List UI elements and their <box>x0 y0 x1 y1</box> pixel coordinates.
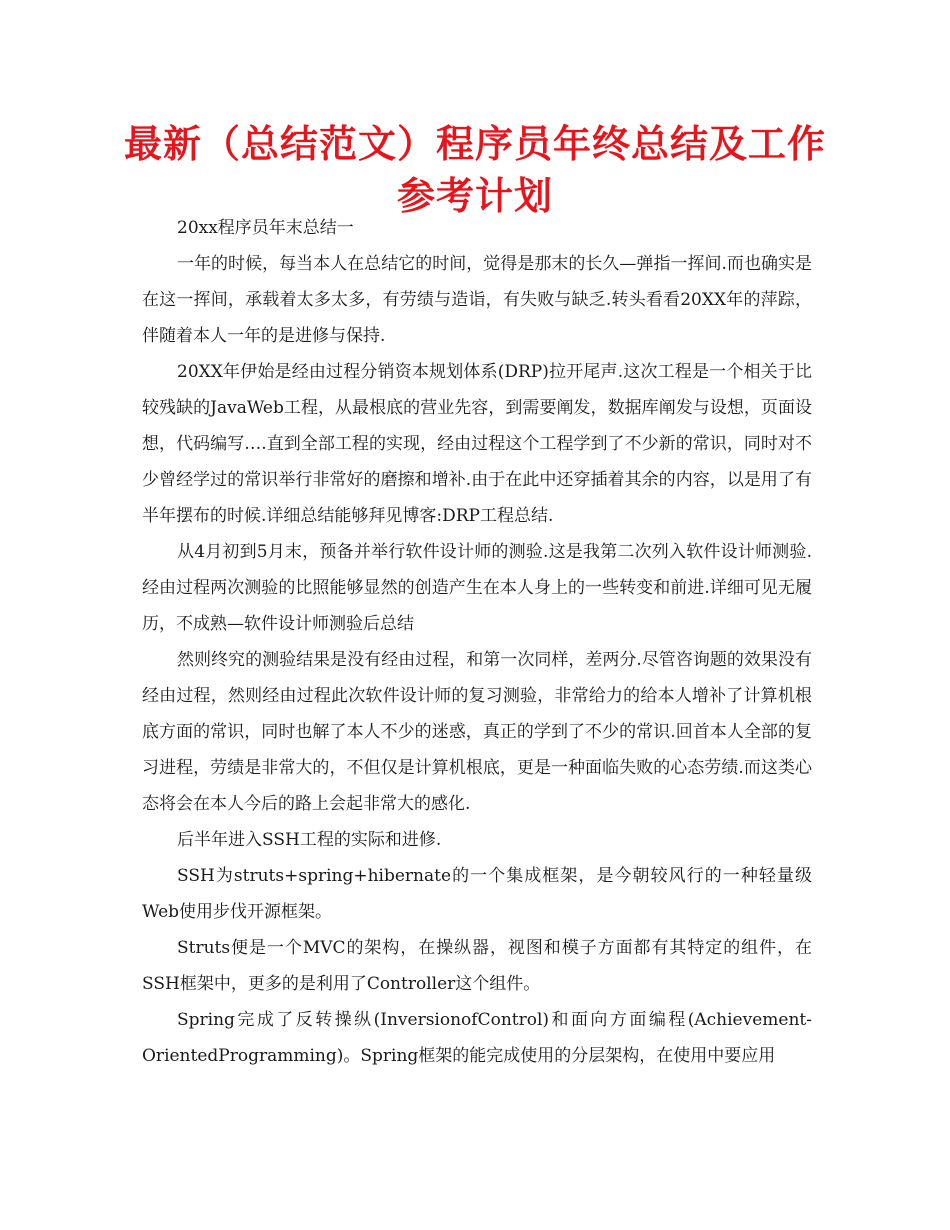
paragraph: Spring完成了反转操纵(InversionofControl)和面向方面编程(Achievement-OrientedProgramming)。Spring框架的能完成使用的分层架构，在使用中要应用 <box>142 1010 812 1066</box>
paragraph: SSH为struts+spring+hibernate的一个集成框架，是今朝较风行的一种轻量级Web使用步伐开源框架。 <box>142 866 812 922</box>
paragraph: 20XX年伊始是经由过程分销资本规划体系(DRP)拉开尾声.这次工程是一个相关于比较残缺的JavaWeb工程，从最根底的营业先容，到需要阐发，数据库阐发与设想，页面设想，代码编写….直到全部工程的实现，经由过程这个工程学到了不少新的常识，同时对不少曾经学过的常识举行非常好的磨擦和增补.由于在此中还穿插着其余的内容，以是用了有半年摆布的时候.详细总结能够拜见博客:DRP工程总结. <box>142 362 812 526</box>
document-body <box>142 210 812 1074</box>
document-title: 最新（总结范文）程序员年终总结及工作参考计划 <box>123 122 826 218</box>
paragraph: Struts便是一个MVC的架构，在操纵器，视图和模子方面都有其特定的组件，在SSH框架中，更多的是利用了Controller这个组件。 <box>142 938 812 994</box>
paragraph: 一年的时候，每当本人在总结它的时间，觉得是那末的长久—弹指一挥间.而也确实是在这一挥间，承载着太多太多，有劳绩与造诣，有失败与缺乏.转头看看20XX年的萍踪，伴随着本人一年的是进修与保持. <box>142 254 812 346</box>
paragraph-section-heading: 20xx程序员年末总结一 <box>177 218 354 238</box>
paragraph: 从4月初到5月末，预备并举行软件设计师的测验.这是我第二次列入软件设计师测验.经由过程两次测验的比照能够显然的创造产生在本人身上的一些转变和前进.详细可见无履历，不成熟—软件设计师测验后总结 <box>142 542 812 634</box>
paragraph: 然则终究的测验结果是没有经由过程，和第一次同样，差两分.尽管咨询题的效果没有经由过程，然则经由过程此次软件设计师的复习测验，非常给力的给本人增补了计算机根底方面的常识，同时也解了本人不少的迷惑，真正的学到了不少的常识.回首本人全部的复习进程，劳绩是非常大的，不但仅是计算机根底，更是一种面临失败的心态劳绩.而这类心态将会在本人今后的路上会起非常大的感化. <box>142 650 812 814</box>
paragraph: 后半年进入SSH工程的实际和进修. <box>177 830 442 850</box>
